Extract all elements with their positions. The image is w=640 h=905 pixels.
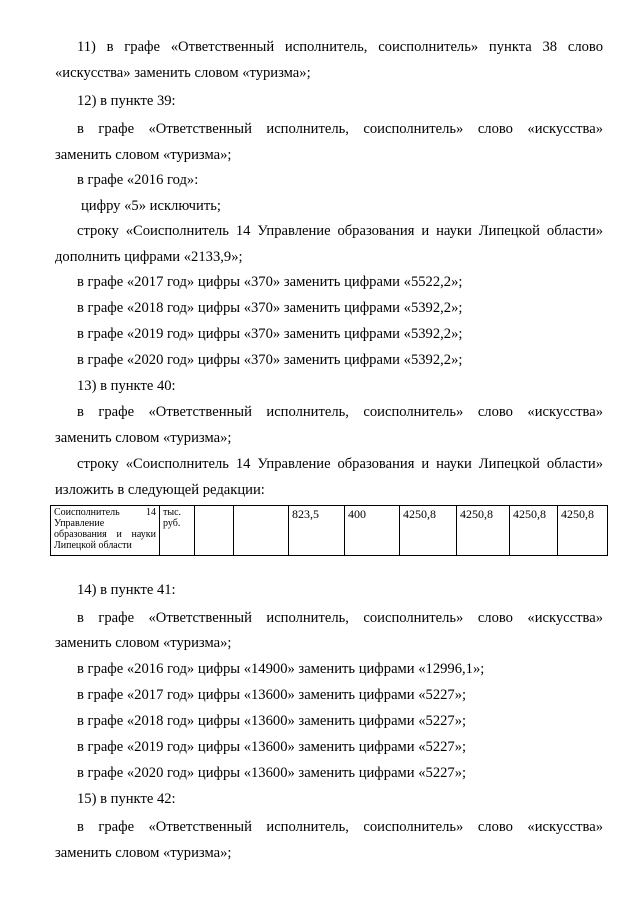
paragraph-line: в графе «2020 год» цифры «370» заменить цифрами «5392,2»; <box>77 352 463 368</box>
paragraph-line: дополнить цифрами «2133,9»; <box>55 249 243 265</box>
table-cell-value: 4250,8 <box>457 506 510 556</box>
paragraph-line: в графе «2016 год»: <box>77 172 199 188</box>
paragraph-line: строку «Соисполнитель 14 Управление образования и науки Липецкой области» <box>77 456 603 472</box>
paragraph-line: 15) в пункте 42: <box>77 791 176 807</box>
table-cell-unit: тыс. руб. <box>160 506 195 556</box>
paragraph-line: заменить словом «туризма»; <box>55 635 232 651</box>
paragraph-line: в графе «2016 год» цифры «14900» заменить цифрами «12996,1»; <box>77 661 485 677</box>
paragraph-line: в графе «2019 год» цифры «370» заменить цифрами «5392,2»; <box>77 326 463 342</box>
table-cell-value: 4250,8 <box>400 506 457 556</box>
paragraph-line: строку «Соисполнитель 14 Управление образования и науки Липецкой области» <box>77 223 603 239</box>
paragraph-line: в графе «Ответственный исполнитель, соисполнитель» слово «искусства» <box>77 610 603 626</box>
paragraph-line: 14) в пункте 41: <box>77 582 176 598</box>
table-cell-empty <box>234 506 289 556</box>
paragraph-line: в графе «Ответственный исполнитель, соисполнитель» слово «искусства» <box>77 819 603 835</box>
paragraph-line: «искусства» заменить словом «туризма»; <box>55 65 311 81</box>
table-row <box>51 506 608 556</box>
paragraph-line: изложить в следующей редакции: <box>55 482 265 498</box>
table-cell-value: 4250,8 <box>510 506 558 556</box>
paragraph-line: в графе «2018 год» цифры «13600» заменить цифрами «5227»; <box>77 713 467 729</box>
paragraph-line: цифру «5» исключить; <box>81 198 221 214</box>
paragraph-line: 11) в графе «Ответственный исполнитель, соисполнитель» пункта 38 слово <box>77 39 603 55</box>
paragraph-line: заменить словом «туризма»; <box>55 845 232 861</box>
table-cell-value: 823,5 <box>289 506 345 556</box>
table-cell-empty <box>195 506 234 556</box>
paragraph-line: 13) в пункте 40: <box>77 378 176 394</box>
paragraph-line: в графе «Ответственный исполнитель, соисполнитель» слово «искусства» <box>77 404 603 420</box>
budget-table <box>50 505 608 556</box>
paragraph-line: заменить словом «туризма»; <box>55 147 232 163</box>
table-cell-value: 4250,8 <box>558 506 608 556</box>
table-cell-value: 400 <box>345 506 400 556</box>
paragraph-line: заменить словом «туризма»; <box>55 430 232 446</box>
paragraph-line: 12) в пункте 39: <box>77 93 176 109</box>
paragraph-line: в графе «2017 год» цифры «370» заменить цифрами «5522,2»; <box>77 274 463 290</box>
paragraph-line: в графе «Ответственный исполнитель, соисполнитель» слово «искусства» <box>77 121 603 137</box>
paragraph-line: в графе «2018 год» цифры «370» заменить цифрами «5392,2»; <box>77 300 463 316</box>
paragraph-line: в графе «2019 год» цифры «13600» заменить цифрами «5227»; <box>77 739 467 755</box>
table-cell-executor: Соисполнитель 14 Управление образования и науки Липецкой области <box>51 506 160 556</box>
paragraph-line: в графе «2017 год» цифры «13600» заменить цифрами «5227»; <box>77 687 467 703</box>
paragraph-line: в графе «2020 год» цифры «13600» заменить цифрами «5227»; <box>77 765 467 781</box>
